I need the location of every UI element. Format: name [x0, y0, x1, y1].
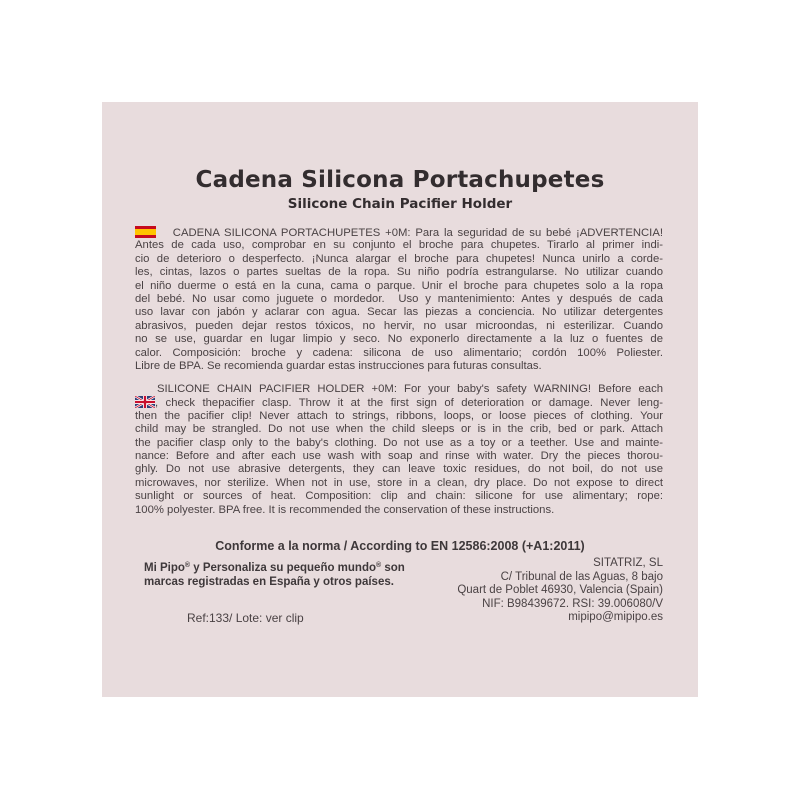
text-line: uso lavar con jabón y aclarar con agua. Secar las piezas a conciencia. No utilizar detergentes [135, 306, 663, 319]
text-line: NIF: B98439672. RSI: 39.006080/V [482, 597, 663, 610]
label-panel [102, 102, 698, 697]
text-line: Quart de Poblet 46930, Valencia (Spain) [457, 584, 663, 597]
text-line: SITATRIZ, SL [593, 557, 663, 569]
spain-flag-icon [135, 226, 156, 238]
text-line: del bebé. No usar como juguete o mordedor. Uso y mantenimiento: Antes y después de cada [135, 292, 663, 305]
text-line: marcas registradas en España y otros países. [144, 575, 394, 588]
text-line: CADENA SILICONA PORTACHUPETES +0M: Para la seguridad de su bebé ¡ADVERTENCIA! [135, 226, 663, 239]
text-line: SILICONE CHAIN PACIFIER HOLDER +0M: For your baby's safety WARNING! Before each [135, 383, 663, 396]
text-line: C/ Tribunal de las Aguas, 8 bajo [500, 570, 663, 583]
text-line: Libre de BPA. Se recomienda guardar estas instrucciones para futuras consultas. [135, 359, 542, 372]
product-title: Cadena Silicona Portachupetes [195, 167, 605, 193]
text-line: then the pacifier clip! Never attach to strings, ribbons, loops, or loose pieces of clothing. Your [135, 409, 663, 422]
ref-lote-line: Ref:133/ Lote: ver clip [187, 611, 304, 625]
first-line-indent [135, 391, 157, 392]
compliance-standard: Conforme a la norma / According to EN 12586:2008 (+A1:2011) [215, 539, 585, 553]
product-subtitle: Silicone Chain Pacifier Holder [287, 196, 513, 212]
text-line: nance: Before and after each use wash with soap and rinse with water. Dry the pieces thorou- [135, 449, 663, 462]
text-line: Antes de cada uso, comprobar en su conjunto el broche para chupetes. Tirarlo al primer indi- [135, 239, 663, 252]
text-line: 100% polyester. BPA free. It is recommended the conservation of these instructions. [135, 503, 555, 516]
text-line: the pacifier clasp only to the baby's clothing. Do not use as a toy or a teether. Use and mainte- [135, 436, 663, 449]
text-line: ghly. Do not use abrasive detergents, they can leave toxic residues, do not boil, do not use [135, 463, 663, 476]
text-line: cio de deterioro o desperfecto. ¡Nunca alargar el broche para chupetes! Nunca unirlo a corde- [135, 252, 663, 265]
text-line: , check thepacifier clasp. Throw it at the first sign of deterioration or damage. Never leng- [135, 396, 663, 409]
text-line: child may be strangled. Do not use when the child sleeps or is in the crib, bed or park. Attach [135, 423, 663, 436]
text-line: les, cintas, lazos o partes sueltas de la ropa. Su niño podría estrangularse. No utilizar cuando [135, 266, 663, 279]
spanish-instructions [135, 226, 663, 373]
uk-flag-icon [135, 396, 155, 408]
text-line: microwaves, nor sterilize. When not in use, store in a clean, dry place. Do not expose to direct [135, 476, 663, 489]
company-address [457, 557, 663, 625]
text-line: el niño duerme o está en la cuna, cama o parque. Unir el broche para chupetes solo a la ropa [135, 279, 663, 292]
text-line: Mi Pipo® y Personaliza su pequeño mundo® son [144, 562, 405, 574]
text-line: sunlight or sources of heat. Composition: clip and chain: silicone for use alimentary; rope: [135, 490, 663, 503]
english-instructions [135, 383, 663, 517]
text-line: calor. Composición: broche y cadena: silicona de uso alimentario; cordón 100% Poliester. [135, 346, 663, 359]
text-line: no se use, guardar en lugar limpio y seco. No exponerlo directamente a la luz o fuentes de [135, 333, 663, 346]
text-line: mipipo@mipipo.es [568, 611, 663, 624]
trademark-notice [144, 559, 405, 590]
text-line: abrasivos, pueden dejar restos tóxicos, no hervir, no usar microondas, ni esterilizar. Cuando [135, 319, 663, 332]
